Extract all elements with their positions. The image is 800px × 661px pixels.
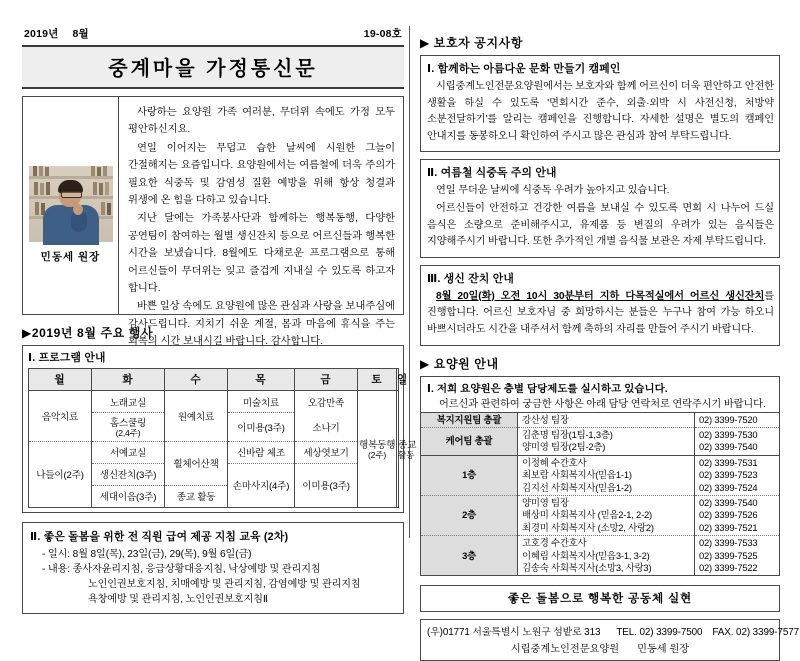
newsletter-title: 중계마을 가정통신문 bbox=[22, 45, 404, 89]
cell-fri-1: 오감만족 bbox=[295, 391, 358, 413]
cell-tue-1: 노래교실 bbox=[92, 391, 165, 413]
cell-fri-3: 세상엿보기 bbox=[295, 441, 358, 463]
masthead bbox=[22, 26, 404, 43]
education-content-line-1: - 내용: 종사자윤리지침, 응급상황대응지침, 낙상예방 및 관리지침 bbox=[42, 563, 321, 575]
education-box bbox=[22, 522, 404, 614]
contact-phone: 02) 3399-7520 bbox=[699, 413, 758, 425]
masthead-issue: 19-08호 bbox=[363, 28, 402, 40]
table-row bbox=[421, 427, 779, 455]
footer-line-1 bbox=[427, 624, 799, 639]
program-schedule-table bbox=[28, 368, 417, 508]
notice-birthday-rest: 를 진행합니다. 어르신 보호자님 중 희망하시는 분들은 누구나 참여 가능 하오니 바쁘시더라도 시간을 내주셔서 함께 축하의 자리를 만들어 주시기 바랍니다. bbox=[427, 290, 774, 335]
contact-phone: 02) 3399-7530 bbox=[699, 428, 758, 440]
cell-thu-4: 손마사지(4주) bbox=[228, 463, 295, 507]
contact-person: 최경미 사회복지사 (소망2, 사랑2) bbox=[522, 521, 654, 533]
notice-birthday-body bbox=[427, 289, 774, 339]
table-header-row bbox=[29, 369, 399, 391]
contact-phone-numbers bbox=[695, 413, 780, 428]
contact-person: 김춘명 팀장(1팀-1,3층) bbox=[522, 428, 613, 440]
contact-phone: 02) 3399-7540 bbox=[699, 496, 758, 508]
cell-thu-1: 미술치료 bbox=[228, 391, 295, 413]
notice-birthday-title: Ⅲ. 생신 잔치 안내 bbox=[427, 272, 514, 285]
education-content-line-3: 욕창예방 및 관리지침, 노인인권보호지침Ⅱ bbox=[88, 593, 268, 605]
contact-phone: 02) 3399-7525 bbox=[699, 549, 758, 561]
contact-person: 이정혜 수간호사 bbox=[522, 456, 587, 468]
notice-foodsafety-body-2: 어르신들이 안전하고 건강한 여름을 보내실 수 있도록 면회 시 나누어 드실 음식은 소량으로 준비해주시고, 유제품 등 변질의 우려가 있는 음식들은 지양해주시기 바랍니다. 또한 추가적인 개별 음식물 보관은 자제 부탁드립니다. bbox=[427, 202, 774, 248]
contact-person-names bbox=[518, 455, 695, 495]
notice-campaign-title: Ⅰ. 함께하는 아름다운 문화 만들기 캠페인 bbox=[427, 63, 621, 75]
cell-sun-1: 종교 활동 bbox=[397, 391, 399, 508]
cell-wed-3: 종교 활동 bbox=[165, 485, 228, 507]
contacts-intro bbox=[420, 376, 780, 412]
column-header-thu: 목 bbox=[228, 369, 295, 391]
program-guide-box bbox=[22, 345, 417, 513]
notice-foodsafety-title: Ⅱ. 여름철 식중독 주의 안내 bbox=[427, 167, 557, 180]
notice-foodsafety-box bbox=[420, 159, 780, 257]
cell-sat-1 bbox=[358, 391, 397, 508]
notice-birthday-box bbox=[420, 265, 780, 346]
contact-person: 고호경 수간호사 bbox=[522, 537, 587, 549]
footer-tel: TEL. 02) 3399-7500 bbox=[616, 627, 703, 639]
masthead-month: 8월 bbox=[72, 28, 89, 40]
footer-line-2 bbox=[427, 640, 773, 655]
notice-campaign-body: 시립중계노인전문요양원에서는 보호자와 함께 어르신이 더욱 편안하고 안전한 생활을 하실 수 있도록 '면회시간 준수, 외출·외박 시 사전신청, 처방약 소분전달하기'를 알리는 캠페인을 진행합니다. 자세한 설명은 별도의 캠페인 안내지를 동봉하오니 확인하여 주시고 많은 관심과 참여 부탁드립니다. bbox=[427, 81, 774, 142]
contact-group-label: 2층 bbox=[421, 495, 518, 535]
director-name-caption: 민동세 원장 bbox=[40, 250, 101, 263]
contact-person: 배상미 사회복지사 (믿음2-1, 2-2) bbox=[522, 509, 652, 521]
cell-tue-4: 생신잔치(3주) bbox=[92, 463, 165, 485]
contact-person: 김송숙 사회복지사(소망3, 사랑3) bbox=[522, 562, 652, 573]
contacts-table bbox=[421, 413, 779, 576]
column-header-tue: 화 bbox=[92, 369, 165, 391]
column-header-wed: 수 bbox=[165, 369, 228, 391]
cell-mon-1: 음악치료 bbox=[29, 391, 92, 442]
cell-tue-2-label: 홈스쿨링 bbox=[109, 418, 147, 429]
greeting-paragraph: 지난 달에는 가족봉사단과 함께하는 행복동행, 다양한 공연팀이 참여하는 월별 생신잔치 등으로 어르신들과 행복한 시간을 보냈습니다. 8월에도 다채로운 프로그램으로 통해 어르신들이 무더위는 잊고 즐겁게 지내실 수 있도록 하고자 합니다. bbox=[128, 213, 395, 295]
cell-tue-5: 세대이음(3주) bbox=[92, 485, 165, 507]
contact-phone: 02) 3399-7523 bbox=[699, 469, 758, 481]
cell-tue-2 bbox=[92, 413, 165, 442]
guardian-notice-heading: ▶ 보호자 공지사항 bbox=[420, 36, 524, 50]
right-column bbox=[420, 34, 799, 661]
contact-group-label: 케어팀 총괄 bbox=[421, 427, 518, 455]
table-row bbox=[421, 495, 779, 535]
notice-campaign-box bbox=[420, 55, 780, 152]
notice-foodsafety-body-1: 연일 무더운 날씨에 식중독 우려가 높아지고 있습니다. bbox=[436, 185, 670, 197]
cell-sat-1-line1: 행복동행 bbox=[359, 440, 396, 451]
cell-sat-1-line2: (2주) bbox=[367, 450, 386, 460]
contact-person-names bbox=[518, 427, 695, 455]
contact-phone: 02) 3399-7526 bbox=[699, 509, 758, 521]
masthead-date bbox=[24, 26, 103, 41]
cell-mon-2: 나들이(2주) bbox=[29, 441, 92, 507]
contact-phone-numbers bbox=[695, 495, 780, 535]
contact-phone: 02) 3399-7521 bbox=[699, 521, 758, 533]
contact-group-label: 복지지원팀 총괄 bbox=[421, 413, 518, 428]
education-date-line: - 일시: 8월 8일(목), 23일(금), 29(목), 9월 6일(금) bbox=[42, 548, 252, 560]
contact-phone: 02) 3399-7522 bbox=[699, 562, 758, 573]
footer-contact bbox=[420, 619, 799, 661]
contact-group-label: 3층 bbox=[421, 536, 518, 576]
cell-wed-2: 휠체어산책 bbox=[165, 441, 228, 485]
footer-address: (우)01771 서울특별시 노원구 섬밭로 313 bbox=[427, 627, 601, 639]
left-column bbox=[22, 26, 417, 614]
contact-person: 강산성 팀장 bbox=[522, 413, 569, 425]
contact-person: 양미영 팀장 bbox=[522, 496, 569, 508]
table-row bbox=[29, 391, 399, 413]
table-row bbox=[29, 441, 399, 463]
contacts-intro-line-1: Ⅰ. 저희 요양원은 층별 담당제도를 실시하고 있습니다. bbox=[427, 383, 668, 395]
masthead-year: 2019년 bbox=[24, 28, 59, 40]
cell-fri-4: 이미용(3주) bbox=[295, 463, 358, 507]
footer-fax: FAX. 02) 3399-7577 bbox=[712, 627, 799, 639]
director-photo bbox=[29, 166, 113, 242]
contacts-table-wrapper bbox=[420, 412, 780, 577]
cell-sun-1-line1: 종교 bbox=[398, 440, 417, 451]
table-row bbox=[421, 536, 779, 576]
cell-tue-2-weeks: (2,4주) bbox=[115, 428, 141, 438]
greeting-paragraph: 사랑하는 요양원 가족 여러분, 무더위 속에도 가정 모두 평안하신지요. bbox=[128, 107, 395, 136]
footer-director: 민동세 원장 bbox=[637, 644, 690, 656]
contact-phone: 02) 3399-7524 bbox=[699, 481, 758, 493]
cell-tue-3: 서예교실 bbox=[92, 441, 165, 463]
table-row bbox=[421, 413, 779, 428]
column-header-sat: 토 bbox=[358, 369, 397, 391]
contact-group-label: 1층 bbox=[421, 455, 518, 495]
program-guide-title: Ⅰ. 프로그램 안내 bbox=[28, 352, 106, 364]
education-content-line-2: 노인인권보호지침, 치매예방 및 관리지침, 감염예방 및 관리지침 bbox=[88, 578, 361, 590]
facility-info-heading: ▶ 요양원 안내 bbox=[420, 356, 499, 371]
contact-person-names bbox=[518, 413, 695, 428]
director-photo-cell bbox=[23, 97, 119, 314]
column-header-mon: 월 bbox=[29, 369, 92, 391]
column-header-fri: 금 bbox=[295, 369, 358, 391]
cell-wed-1: 원예치료 bbox=[165, 391, 228, 442]
contact-person: 최보람 사회복지사(믿음1-1) bbox=[522, 469, 632, 481]
table-row bbox=[421, 455, 779, 495]
contact-phone-numbers bbox=[695, 536, 780, 576]
greeting-text bbox=[119, 97, 403, 348]
contact-phone-numbers bbox=[695, 455, 780, 495]
cell-thu-3: 신바람 체조 bbox=[228, 441, 295, 463]
footer-org: 시립중계노인전문요양원 bbox=[510, 644, 620, 656]
contact-phone: 02) 3399-7531 bbox=[699, 456, 758, 468]
greeting-paragraph: 바쁜 일상 속에도 요양원에 많은 관심과 사랑을 보내주심에 감사드립니다. 지치기 쉬운 계절, 몸과 마음에 휴식을 주는 회복의 시간 보내시길 바랍니다. 감사합니다. bbox=[128, 301, 395, 348]
events-section-heading: ▶2019년 8월 주요 행사 bbox=[22, 326, 154, 340]
contact-person: 이혜림 사회복지사(믿음3-1, 3-2) bbox=[522, 549, 650, 561]
notice-birthday-highlight: 8월 20일(화) 오전 10시 30분부터 지하 다목적실에서 어르신 생신잔치 bbox=[436, 290, 765, 302]
cell-fri-2: 소나기 bbox=[295, 413, 358, 442]
slogan-banner: 좋은 돌봄으로 행복한 공동체 실현 bbox=[420, 585, 780, 612]
greeting-paragraph: 연일 이어지는 무덥고 습한 날씨에 시원한 그늘이 간절해지는 요즘입니다. 요양원에서는 여름철에 더욱 주의가 필요한 식중독 및 감염성 질환 예방을 위해 항상 청결과 위생에 온 힘을 다하고 있습니다. bbox=[128, 142, 395, 207]
contact-phone: 02) 3399-7533 bbox=[699, 537, 758, 549]
contact-phone: 02) 3399-7540 bbox=[699, 441, 758, 453]
cell-thu-2: 이미용(3주) bbox=[228, 413, 295, 442]
column-header-sun: 일 bbox=[397, 369, 399, 391]
contact-person-names bbox=[518, 536, 695, 576]
contact-phone-numbers bbox=[695, 427, 780, 455]
contact-person: 김지선 사회복지사(믿음1-2) bbox=[522, 481, 632, 493]
contact-person-names bbox=[518, 495, 695, 535]
column-divider bbox=[409, 26, 410, 538]
contacts-intro-line-2: 어르신과 관련하여 궁금한 사항은 아래 담당 연락처로 연락주시기 바랍니다. bbox=[439, 398, 766, 410]
education-title: Ⅱ. 좋은 돌봄을 위한 전 직원 급여 제공 지침 교육 (2차) bbox=[30, 530, 289, 543]
contact-person: 양미영 팀장(2팀-2층) bbox=[522, 441, 606, 453]
